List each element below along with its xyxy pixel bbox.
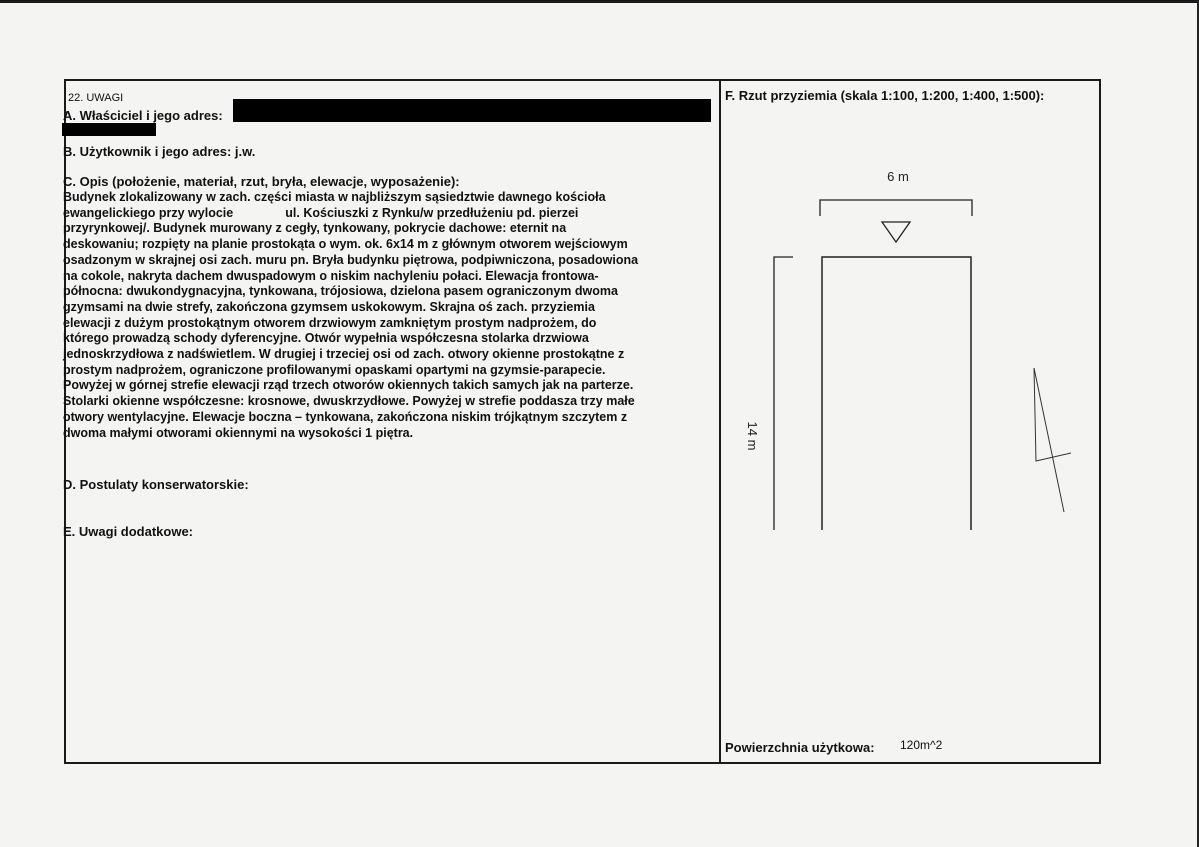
remarks-label: 22. UWAGI (68, 92, 124, 104)
redacted-owner-address (233, 99, 711, 122)
postulates-label: D. Postulaty konserwatorskie: (63, 477, 249, 492)
description-line: ewangelickiego przy wylocie ul. Kościuszki z Rynku/w przedłużeniu pd. pierzei (63, 205, 579, 220)
description-line: Budynek zlokalizowany w zach. części miasta w najbliższym sąsiedztwie dawnego kościoła (63, 190, 606, 204)
description-line: deskowaniu; rozpięty na planie prostokąta o wym. ok. 6x14 m z głównym otworem wejściowym (63, 237, 628, 252)
building-outline (822, 257, 971, 530)
scan-edge-top (0, 0, 1199, 3)
description-line: osadzonym w skrajnej osi zach. muru pn. Bryła budynku piętrowa, podpiwniczona, posadowiona (63, 252, 639, 267)
usable-area-label: Powierzchnia użytkowa: (725, 740, 875, 755)
description-line: Stolarki okienne współczesne: krosnowe, dwuskrzydłowe. Powyżej w strefie poddasza trzy małe (63, 394, 635, 409)
description-line: Powyżej w górnej strefie elewacji rząd trzech otworów okiennych takich samych jak na parterze. (63, 378, 634, 393)
length-dimension-line (774, 257, 793, 530)
north-arrow-icon (1034, 368, 1071, 461)
description-line: dwoma małymi otworami okiennymi na wysokości 1 piętra. (63, 425, 414, 440)
description-line: gzymsami na dwie strefy, zakończona gzymsem uskokowym. Skrajna oś zach. przyziemia (63, 299, 595, 314)
length-dimension-label: 14 m (745, 421, 760, 451)
usable-area-value: 120m^2 (900, 738, 943, 752)
description-heading: C. Opis (położenie, materiał, rzut, bryła, elewacje, wyposażenie): (63, 174, 460, 189)
description-line: elewacji z dużym prostokątnym otworem drzwiowym zamkniętym prostym nadprożem, do (63, 315, 597, 330)
description-line: na cokole, nakryta dachem dwuspadowym o niskim nachyleniu połaci. Elewacja frontowa- (63, 268, 599, 283)
width-dimension-label: 6 m (887, 169, 909, 184)
description-line: otwory wentylacyjne. Elewacje boczna – tynkowana, zakończona niskim trójkątnym szczytem z (63, 409, 628, 424)
entrance-arrow-icon (882, 222, 910, 242)
north-arrow-shaft (1034, 368, 1064, 512)
description-line: jednoskrzydłowa z nadświetlem. W drugiej i trzeciej osi od zach. otwory okienne prostokątne z (63, 347, 625, 362)
description-line: przyrynkowej/. Budynek murowany z cegły, tynkowany, pokrycie dachowe: eternit na (63, 221, 567, 236)
plan-heading: F. Rzut przyziemia (skala 1:100, 1:200, 1:400, 1:500): (725, 88, 1045, 103)
description-line: północna: dwukondygnacyjna, tynkowana, trójosiowa, dzielona pasem ograniczonym dwoma (63, 284, 618, 299)
width-dimension-line (820, 200, 972, 216)
floor-plan-sketch (721, 160, 1091, 530)
redacted-owner-address-continued (62, 123, 156, 136)
description-line: którego prowadzą schody dyferencyjne. Otwór wypełnia współczesna stolarka drzwiowa (63, 331, 589, 346)
user-label: B. Użytkownik i jego adres: j.w. (63, 144, 256, 159)
notes-label: E. Uwagi dodatkowe: (63, 524, 194, 539)
description-body (63, 190, 717, 441)
owner-label: A. Właściciel i jego adres: (63, 108, 223, 123)
description-line: prostym nadprożem, ograniczone profilowanymi opaskami opartymi na gzymsie-parapecie. (63, 362, 606, 377)
